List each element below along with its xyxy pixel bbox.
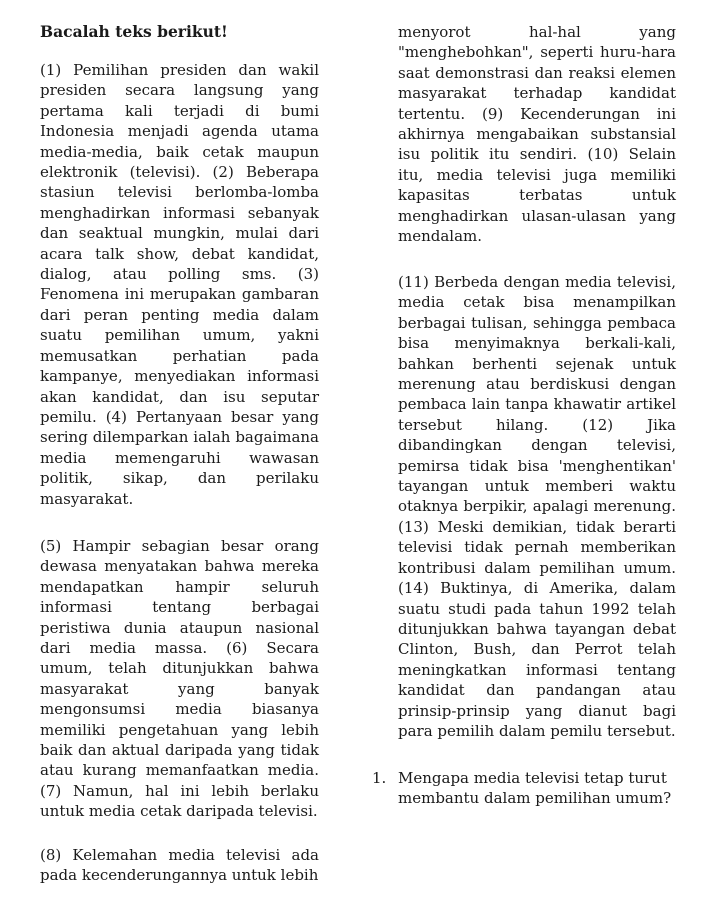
page-title: Bacalah teks berikut! xyxy=(40,22,228,41)
paragraph-1-4: (1) Pemilihan presiden dan wakil presiden secara langsung yang pertama kali terjadi di bumi Indonesia menjadi agenda utama media-media, baik cetak maupun elektronik (televisi). (2) Beberapa stasiun televisi berlomba-lomba menghadirkan informasi sebanyak dan seaktual mungkin, mulai dari acara talk show, debat kandidat, dialog, atau polling sms. (3) Fenomena ini merupakan gambaran dari peran penting media dalam suatu pemilihan umum, yakni memusatkan perhatian pada kampanye, menyediakan informasi akan kandidat, dan isu seputar pemilu. (4) Pertanyaan besar yang sering dilemparkan ialah bagaimana media memengaruhi wawasan politik, sikap, dan perilaku masyarakat. xyxy=(40,61,319,508)
paragraph-11-14: (11) Berbeda dengan media televisi, media cetak bisa menampilkan berbagai tulisan, sehingga pembaca bisa menyimaknya berkali-kali, bahkan berhenti sejenak untuk merenung atau berdiskusi dengan pembaca lain tanpa khawatir artikel tersebut hilang. (12) Jika dibandingkan dengan televisi, pemirsa tidak bisa 'menghentikan' tayangan untuk memberi waktu otaknya berpikir, apalagi merenung. (13) Meski demikian, tidak berarti televisi tidak pernah memberikan kontribusi dalam pemilihan umum. (14) Buktinya, di Amerika, dalam suatu studi pada tahun 1992 telah ditunjukkan bahwa tayangan debat Clinton, Bush, dan Perrot telah meningkatkan informasi tentang kandidat dan pandangan atau prinsip-prinsip yang dianut bagi para pemilih dalam pemilu tersebut. xyxy=(398,273,676,740)
paragraph-8-start: (8) Kelemahan media televisi ada pada kecenderungannya untuk lebih xyxy=(40,846,319,885)
paragraph-8-cont: menyorot hal-hal yang "menghebohkan", seperti huru-hara saat demonstrasi dan reaksi elemen masyarakat terhadap kandidat tertentu. (9) Kecenderungan ini akhirnya mengabaikan substansial isu politik itu sendiri. (10) Selain itu, media televisi juga memiliki kapasitas terbatas untuk menghadirkan ulasan-ulasan yang mendalam. xyxy=(398,23,676,246)
question-number: 1. xyxy=(372,769,387,787)
question-text: Mengapa media televisi tetap turut membantu dalam pemilihan umum? xyxy=(398,769,672,808)
paragraph-5-7: (5) Hampir sebagian besar orang dewasa menyatakan bahwa mereka mendapatkan hampir seluruh informasi tentang berbagai peristiwa dunia ataupun nasional dari media massa. (6) Secara umum, telah ditunjukkan bahwa masyarakat yang banyak mengonsumsi media biasanya memiliki pengetahuan yang lebih baik dan aktual daripada yang tidak atau kurang memanfaatkan media. (7) Namun, hal ini lebih berlaku untuk media cetak daripada televisi. xyxy=(40,537,319,821)
